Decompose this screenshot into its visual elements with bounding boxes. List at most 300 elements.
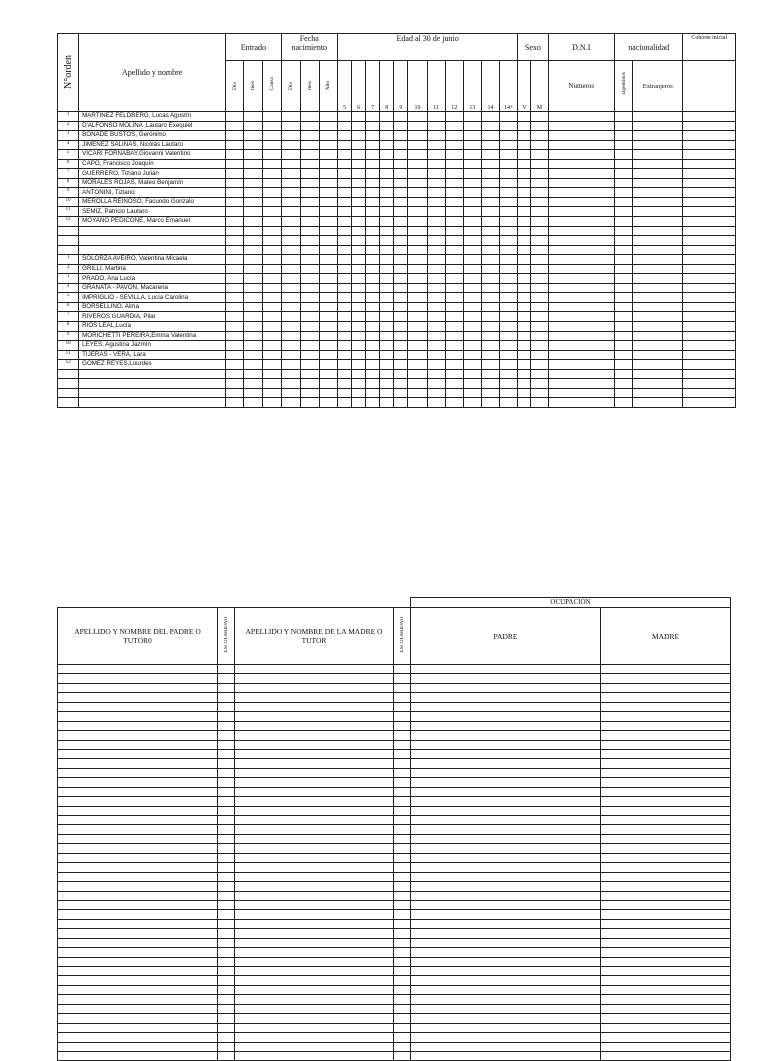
empty-cell (226, 398, 244, 408)
empty-cell (58, 749, 218, 758)
parent-row (58, 919, 731, 928)
empty-cell (319, 178, 337, 188)
empty-cell (548, 121, 614, 131)
empty-cell (518, 236, 531, 246)
empty-cell (500, 178, 518, 188)
empty-cell (226, 341, 244, 351)
empty-cell (427, 293, 445, 303)
empty-cell (601, 674, 731, 683)
empty-cell (235, 1033, 394, 1042)
empty-cell (366, 121, 380, 131)
student-name (79, 226, 226, 236)
empty-cell (235, 967, 394, 976)
empty-cell (601, 712, 731, 721)
empty-cell (263, 302, 281, 312)
empty-cell (235, 787, 394, 796)
empty-cell (531, 331, 548, 341)
empty-cell (394, 1033, 411, 1042)
empty-cell (319, 112, 337, 122)
empty-cell (366, 207, 380, 217)
empty-cell (500, 188, 518, 198)
empty-cell (366, 150, 380, 160)
empty-cell (58, 1033, 218, 1042)
student-number: 9 (58, 188, 79, 198)
empty-cell (531, 274, 548, 284)
empty-cell (352, 188, 366, 198)
empty-cell (411, 778, 601, 787)
empty-cell (337, 150, 351, 160)
empty-cell (500, 207, 518, 217)
empty-cell (281, 197, 300, 207)
extranjeros-header: Extranjeros (633, 61, 683, 112)
empty-cell (411, 1004, 601, 1013)
empty-cell (235, 674, 394, 683)
empty-cell (394, 759, 411, 768)
empty-cell (352, 178, 366, 188)
empty-cell (614, 293, 632, 303)
empty-cell (58, 787, 218, 796)
empty-cell (548, 245, 614, 255)
empty-cell (601, 749, 731, 758)
empty-cell (683, 302, 736, 312)
empty-cell (366, 264, 380, 274)
age-5-header: 5 (337, 61, 351, 112)
empty-cell (445, 274, 463, 284)
student-name: D'ALFONSO MOLINA ,Lautaro Exequiel (79, 121, 226, 131)
empty-cell (427, 302, 445, 312)
parent-row (58, 778, 731, 787)
empty-cell (683, 274, 736, 284)
student-name: CAPÓ, Francisco Joaquín (79, 159, 226, 169)
empty-cell (601, 853, 731, 862)
empty-cell (244, 388, 263, 398)
student-number (58, 398, 79, 408)
empty-cell (463, 388, 481, 398)
empty-cell (394, 302, 408, 312)
empty-cell (300, 255, 319, 265)
parent-row (58, 759, 731, 768)
empty-cell (427, 112, 445, 122)
empty-cell (408, 312, 427, 322)
age-9-header: 9 (394, 61, 408, 112)
empty-cell (445, 217, 463, 227)
age-12-header: 12 (445, 61, 463, 112)
empty-cell (408, 121, 427, 131)
empty-cell (633, 236, 683, 246)
empty-cell (614, 322, 632, 332)
empty-cell (235, 712, 394, 721)
empty-cell (281, 131, 300, 141)
empty-cell (300, 150, 319, 160)
empty-cell (614, 226, 632, 236)
empty-cell (352, 369, 366, 379)
empty-cell (394, 721, 411, 730)
empty-cell (263, 322, 281, 332)
empty-cell (337, 331, 351, 341)
empty-cell (218, 967, 235, 976)
empty-cell (218, 976, 235, 985)
empty-cell (263, 178, 281, 188)
empty-cell (58, 768, 218, 777)
empty-cell (352, 121, 366, 131)
empty-cell (281, 331, 300, 341)
empty-cell (263, 236, 281, 246)
empty-cell (683, 226, 736, 236)
empty-cell (235, 929, 394, 938)
empty-cell (58, 740, 218, 749)
student-number: 2 (58, 121, 79, 131)
empty-cell (531, 150, 548, 160)
empty-cell (500, 217, 518, 227)
empty-cell (394, 995, 411, 1004)
student-row (58, 369, 736, 379)
empty-cell (352, 293, 366, 303)
empty-cell (352, 207, 366, 217)
empty-cell (481, 350, 499, 360)
empty-cell (319, 197, 337, 207)
empty-cell (463, 293, 481, 303)
empty-cell (481, 188, 499, 198)
nacimiento-anio-header: Año (319, 61, 337, 112)
empty-cell (352, 217, 366, 227)
student-name: VICARI FORNABAY,Giovanni Valentino (79, 150, 226, 160)
empty-cell (394, 787, 411, 796)
empty-cell (394, 1014, 411, 1023)
empty-cell (218, 1042, 235, 1051)
parent-row (58, 768, 731, 777)
empty-cell (633, 331, 683, 341)
parent-row (58, 787, 731, 796)
empty-cell (601, 787, 731, 796)
empty-cell (319, 274, 337, 284)
empty-cell (633, 283, 683, 293)
empty-cell (337, 188, 351, 198)
empty-cell (380, 226, 394, 236)
apellido-nombre-header: Apellido y nombre (79, 34, 226, 112)
empty-cell (531, 312, 548, 322)
empty-cell (235, 995, 394, 1004)
empty-cell (319, 322, 337, 332)
empty-cell (319, 264, 337, 274)
student-number: 3 (58, 274, 79, 284)
empty-cell (218, 721, 235, 730)
parent-row (58, 721, 731, 730)
empty-cell (411, 797, 601, 806)
empty-cell (427, 274, 445, 284)
parent-row (58, 910, 731, 919)
empty-cell (614, 207, 632, 217)
empty-cell (500, 302, 518, 312)
empty-cell (445, 197, 463, 207)
empty-cell (394, 159, 408, 169)
student-row (58, 398, 736, 408)
empty-cell (380, 312, 394, 322)
empty-cell (319, 379, 337, 389)
student-row (58, 360, 736, 370)
empty-cell (263, 245, 281, 255)
empty-cell (235, 948, 394, 957)
empty-cell (226, 188, 244, 198)
empty-cell (601, 844, 731, 853)
empty-cell (427, 178, 445, 188)
empty-cell (633, 131, 683, 141)
empty-cell (300, 188, 319, 198)
empty-cell (394, 985, 411, 994)
student-number (58, 236, 79, 246)
empty-cell (411, 948, 601, 957)
empty-cell (281, 255, 300, 265)
empty-cell (394, 712, 411, 721)
empty-cell (500, 274, 518, 284)
empty-cell (445, 341, 463, 351)
parent-row (58, 740, 731, 749)
empty-cell (601, 721, 731, 730)
empty-cell (463, 350, 481, 360)
parent-row (58, 948, 731, 957)
empty-cell (683, 150, 736, 160)
empty-cell (352, 331, 366, 341)
empty-cell (518, 188, 531, 198)
empty-cell (408, 293, 427, 303)
age-14-header: 14 (481, 61, 499, 112)
student-name: MOYANO PEDICONE, Marco Emanuel (79, 217, 226, 227)
empty-cell (394, 957, 411, 966)
student-number: 5 (58, 150, 79, 160)
empty-cell (463, 369, 481, 379)
empty-cell (58, 1042, 218, 1051)
empty-cell (263, 274, 281, 284)
empty-cell (235, 665, 394, 674)
empty-cell (263, 379, 281, 389)
empty-cell (518, 274, 531, 284)
empty-cell (614, 274, 632, 284)
empty-cell (445, 255, 463, 265)
empty-cell (518, 379, 531, 389)
empty-cell (226, 150, 244, 160)
empty-cell (463, 312, 481, 322)
empty-cell (218, 759, 235, 768)
empty-cell (601, 683, 731, 692)
empty-cell (319, 350, 337, 360)
empty-cell (633, 159, 683, 169)
empty-cell (337, 322, 351, 332)
empty-cell (683, 159, 736, 169)
empty-cell (601, 985, 731, 994)
empty-cell (244, 312, 263, 322)
empty-cell (235, 872, 394, 881)
empty-cell (218, 740, 235, 749)
student-name: MARTINEZ FELDBERG, Lucas Agustín (79, 112, 226, 122)
empty-cell (380, 255, 394, 265)
empty-cell (481, 369, 499, 379)
empty-cell (281, 207, 300, 217)
empty-cell (683, 169, 736, 179)
empty-cell (337, 178, 351, 188)
parent-row (58, 900, 731, 909)
empty-cell (411, 995, 601, 1004)
empty-cell (463, 121, 481, 131)
empty-cell (614, 131, 632, 141)
empty-cell (614, 159, 632, 169)
empty-cell (500, 169, 518, 179)
empty-cell (614, 331, 632, 341)
empty-cell (300, 178, 319, 188)
age-8-header: 8 (380, 61, 394, 112)
student-number: 11 (58, 207, 79, 217)
empty-cell (337, 112, 351, 122)
empty-cell (445, 188, 463, 198)
empty-cell (531, 226, 548, 236)
empty-cell (408, 302, 427, 312)
age-6-header: 6 (352, 61, 366, 112)
empty-cell (633, 341, 683, 351)
empty-cell (352, 131, 366, 141)
empty-cell (531, 379, 548, 389)
age-14plus-header: 14+ (500, 61, 518, 112)
empty-cell (300, 169, 319, 179)
empty-cell (281, 150, 300, 160)
empty-cell (614, 121, 632, 131)
empty-cell (481, 112, 499, 122)
empty-cell (614, 360, 632, 370)
empty-cell (408, 398, 427, 408)
empty-cell (500, 283, 518, 293)
empty-cell (427, 322, 445, 332)
empty-cell (633, 255, 683, 265)
empty-cell (463, 169, 481, 179)
student-name: SEMIZ, Patricio Lautaro (79, 207, 226, 217)
empty-cell (445, 169, 463, 179)
empty-cell (463, 217, 481, 227)
empty-cell (300, 226, 319, 236)
empty-cell (548, 188, 614, 198)
empty-cell (445, 379, 463, 389)
empty-cell (366, 226, 380, 236)
empty-cell (411, 929, 601, 938)
empty-cell (445, 331, 463, 341)
empty-cell (58, 825, 218, 834)
empty-cell (218, 863, 235, 872)
empty-cell (614, 188, 632, 198)
empty-cell (281, 159, 300, 169)
empty-cell (300, 302, 319, 312)
student-number: 4 (58, 140, 79, 150)
empty-cell (352, 341, 366, 351)
empty-cell (614, 150, 632, 160)
empty-cell (281, 274, 300, 284)
empty-cell (394, 929, 411, 938)
empty-cell (226, 264, 244, 274)
empty-cell (263, 331, 281, 341)
empty-cell (481, 236, 499, 246)
dni-header: D.N.I (548, 34, 614, 61)
empty-cell (601, 693, 731, 702)
dni-numeros-header: Numeros (548, 61, 614, 112)
empty-cell (683, 379, 736, 389)
empty-cell (226, 178, 244, 188)
empty-cell (411, 1051, 601, 1060)
empty-cell (281, 169, 300, 179)
student-name: MEROLLA REINOSO, Facundo Gonzalo (79, 197, 226, 207)
empty-cell (235, 1023, 394, 1032)
empty-cell (380, 245, 394, 255)
empty-cell (218, 957, 235, 966)
empty-cell (281, 217, 300, 227)
empty-cell (58, 1023, 218, 1032)
empty-cell (300, 283, 319, 293)
empty-cell (411, 985, 601, 994)
empty-cell (683, 293, 736, 303)
empty-cell (218, 749, 235, 758)
nacimiento-mes-header: mes (300, 61, 319, 112)
empty-cell (337, 245, 351, 255)
empty-cell (300, 112, 319, 122)
empty-cell (531, 302, 548, 312)
empty-cell (500, 350, 518, 360)
empty-cell (463, 178, 481, 188)
empty-cell (411, 882, 601, 891)
empty-cell (319, 331, 337, 341)
empty-cell (518, 217, 531, 227)
entrado-header: Entrado (226, 34, 281, 61)
empty-cell (518, 360, 531, 370)
empty-cell (633, 302, 683, 312)
empty-cell (319, 188, 337, 198)
empty-cell (633, 360, 683, 370)
empty-cell (337, 207, 351, 217)
empty-cell (518, 312, 531, 322)
empty-cell (281, 322, 300, 332)
parent-row (58, 929, 731, 938)
empty-cell (337, 169, 351, 179)
empty-cell (394, 853, 411, 862)
empty-cell (531, 159, 548, 169)
student-row (58, 150, 736, 160)
empty-cell (531, 245, 548, 255)
empty-cell (337, 350, 351, 360)
parent-row (58, 872, 731, 881)
empty-cell (319, 388, 337, 398)
student-number: 10 (58, 197, 79, 207)
empty-cell (518, 245, 531, 255)
empty-cell (235, 825, 394, 834)
empty-cell (500, 112, 518, 122)
empty-cell (235, 853, 394, 862)
empty-cell (548, 312, 614, 322)
cohorte-blank-header (683, 61, 736, 112)
empty-cell (226, 350, 244, 360)
empty-cell (352, 226, 366, 236)
empty-cell (531, 293, 548, 303)
student-row (58, 188, 736, 198)
student-row (58, 331, 736, 341)
empty-cell (263, 112, 281, 122)
empty-cell (601, 863, 731, 872)
empty-cell (366, 236, 380, 246)
empty-cell (633, 197, 683, 207)
empty-cell (500, 379, 518, 389)
empty-cell (218, 693, 235, 702)
empty-cell (380, 121, 394, 131)
empty-cell (226, 197, 244, 207)
empty-cell (394, 948, 411, 957)
empty-cell (300, 398, 319, 408)
empty-cell (58, 721, 218, 730)
empty-cell (518, 255, 531, 265)
empty-cell (614, 178, 632, 188)
empty-cell (427, 388, 445, 398)
empty-cell (226, 312, 244, 322)
